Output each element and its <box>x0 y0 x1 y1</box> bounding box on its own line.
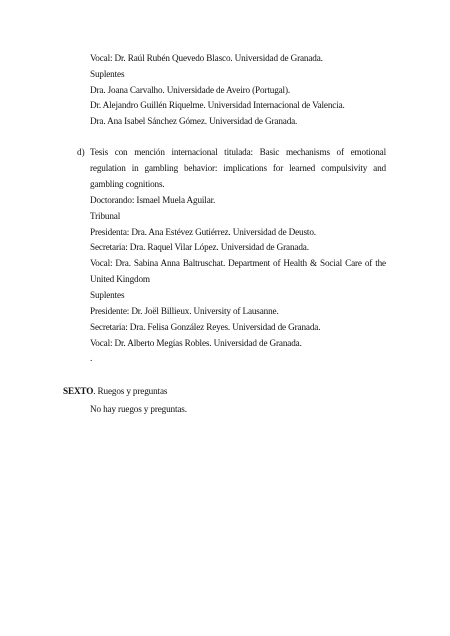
secretaria-line: Secretaria: Dra. Raquel Vilar López. Universidad de Granada. <box>90 242 309 252</box>
section-label: SEXTO <box>63 386 94 396</box>
suplente-line: Presidente: Dr. Joël Billieux. University of Lausanne. <box>90 306 279 316</box>
suplente-line: Secretaria: Dra. Felisa González Reyes. Universidad de Granada. <box>90 322 321 332</box>
suplente-line: Dra. Ana Isabel Sánchez Gómez. Universidad de Granada. <box>90 116 298 126</box>
thesis-title-line: regulation in gambling behavior: implications for learned compulsivity and <box>90 163 386 173</box>
suplente-line: Vocal: Dr. Alberto Megías Robles. Universidad de Granada. <box>90 338 302 348</box>
trailing-dot: . <box>90 353 93 363</box>
suplentes-heading: Suplentes <box>90 290 125 300</box>
section-heading <box>63 386 167 397</box>
suplente-line: Dr. Alejandro Guillén Riquelme. Universidad Internacional de Valencia. <box>90 100 345 110</box>
list-marker: d) <box>77 147 85 157</box>
vocal-line: Vocal: Dra. Sabina Anna Baltruschat. Department of Health & Social Care of the <box>90 258 386 268</box>
vocal-line: Vocal: Dr. Raúl Rubén Quevedo Blasco. Universidad de Granada. <box>90 53 323 63</box>
thesis-title-line: gambling cognitions. <box>90 179 165 189</box>
thesis-title-line: Tesis con mención internacional titulada: Basic mechanisms of emotional <box>90 147 386 157</box>
suplentes-heading: Suplentes <box>90 69 125 79</box>
doctorando-line: Doctorando: Ismael Muela Aguilar. <box>90 195 216 205</box>
section-body: No hay ruegos y preguntas. <box>90 404 187 414</box>
suplente-line: Dra. Joana Carvalho. Universidade de Aveiro (Portugal). <box>90 85 291 95</box>
section-title: . Ruegos y preguntas <box>93 386 168 396</box>
presidenta-line: Presidenta: Dra. Ana Estévez Gutiérrez. Universidad de Deusto. <box>90 227 316 237</box>
vocal-line: United Kingdom <box>90 274 150 284</box>
tribunal-heading: Tribunal <box>90 211 121 221</box>
